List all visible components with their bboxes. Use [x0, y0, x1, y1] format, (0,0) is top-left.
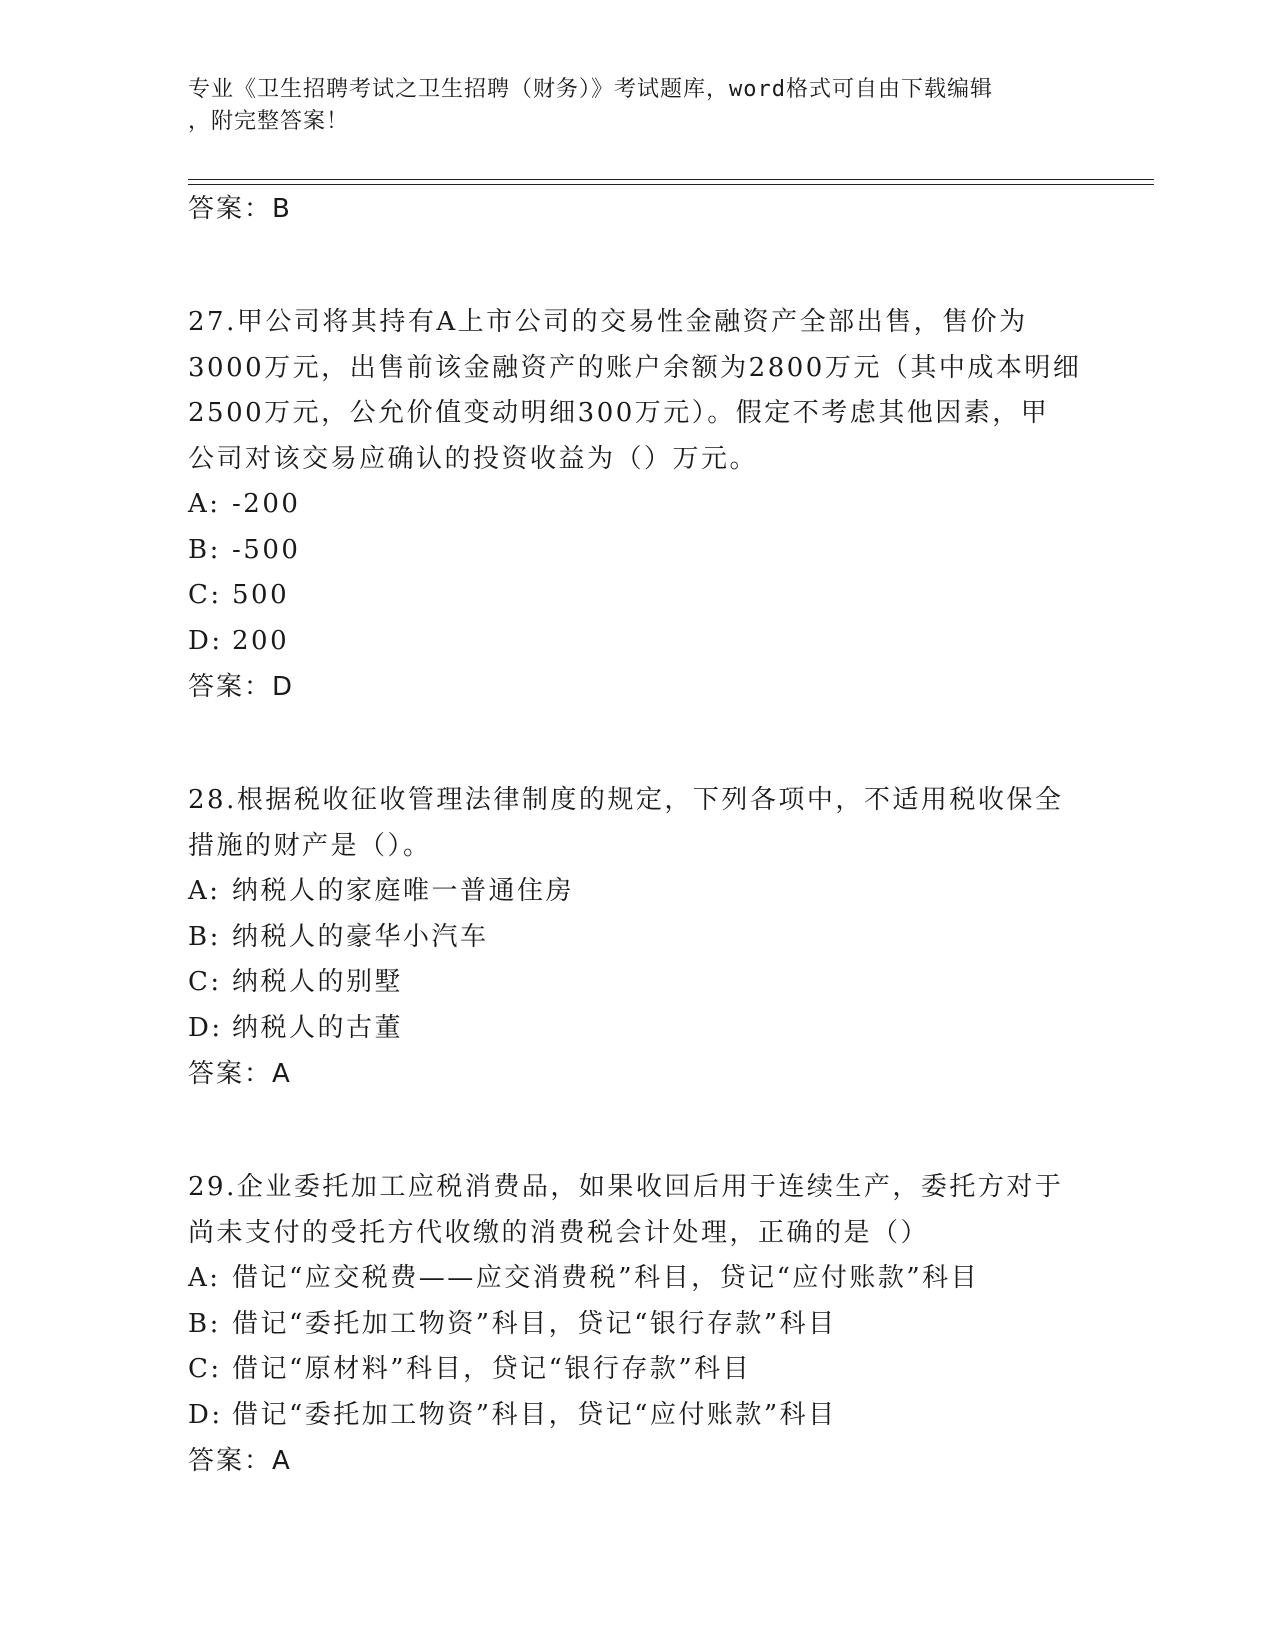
option-text: -200 — [232, 489, 301, 519]
question-line: 27.甲公司将其持有A上市公司的交易性金融资产全部出售，售价为 — [188, 307, 1028, 337]
option-text: 借记“应交税费——应交消费税”科目，贷记“应付账款”科目 — [232, 1263, 980, 1293]
page-header — [188, 74, 1068, 138]
option-b — [188, 915, 1088, 961]
option-c — [188, 1347, 1088, 1393]
option-key: C: — [188, 580, 222, 610]
header-divider-bottom — [188, 184, 1154, 185]
option-key: A: — [188, 489, 221, 519]
header-line-2: ，附完整答案！ — [188, 109, 350, 134]
option-d — [188, 619, 1088, 665]
header-divider-top — [188, 179, 1154, 180]
option-d — [188, 1006, 1088, 1052]
option-key: D: — [188, 1399, 223, 1430]
answer-28: 答案：A — [188, 1059, 292, 1089]
option-text: 纳税人的家庭唯一普通住房 — [232, 876, 575, 906]
option-c — [188, 573, 1088, 619]
option-text: 200 — [232, 625, 290, 656]
question-line: 公司对该交易应确认的投资收益为（）万元。 — [188, 443, 759, 474]
option-text: 500 — [232, 580, 290, 610]
header-line-1: 专业《卫生招聘考试之卫生招聘（财务）》考试题库，word格式可自由下载编辑 — [188, 77, 993, 102]
option-text: 纳税人的古董 — [232, 1012, 404, 1043]
question-29 — [188, 1165, 1088, 1484]
option-b — [188, 528, 1088, 574]
option-a — [188, 869, 1088, 915]
option-text: 借记“委托加工物资”科目，贷记“应付账款”科目 — [232, 1399, 837, 1430]
question-line: 28.根据税收征收管理法律制度的规定，下列各项中，不适用税收保全 — [188, 785, 1064, 815]
option-c — [188, 960, 1088, 1006]
question-27 — [188, 300, 1088, 710]
option-key: B: — [188, 921, 221, 952]
question-28 — [188, 778, 1088, 1097]
option-a — [188, 1256, 1088, 1302]
option-text: -500 — [232, 534, 301, 565]
option-b — [188, 1302, 1088, 1348]
option-a — [188, 482, 1088, 528]
option-text: 借记“委托加工物资”科目，贷记“银行存款”科目 — [232, 1308, 837, 1339]
option-d — [188, 1393, 1088, 1439]
option-text: 纳税人的别墅 — [232, 967, 404, 997]
question-text — [188, 300, 1088, 482]
option-key: B: — [188, 534, 221, 565]
question-text — [188, 778, 1088, 869]
answer-29: 答案：A — [188, 1446, 292, 1476]
option-key: A: — [188, 876, 221, 906]
option-key: D: — [188, 1012, 223, 1043]
option-key: B: — [188, 1308, 221, 1339]
question-line: 尚未支付的受托方代收缴的消费税会计处理，正确的是（） — [188, 1217, 930, 1248]
previous-answer: 答案：B — [188, 194, 292, 224]
question-line: 3000万元，出售前该金融资产的账户余额为2800万元（其中成本明细 — [188, 352, 1082, 383]
question-line: 措施的财产是（）。 — [188, 830, 432, 861]
document-body — [188, 186, 1088, 1484]
question-text — [188, 1165, 1088, 1256]
option-key: D: — [188, 625, 223, 656]
option-text: 借记“原材料”科目，贷记“银行存款”科目 — [232, 1354, 752, 1384]
option-key: C: — [188, 967, 222, 997]
option-key: C: — [188, 1354, 222, 1384]
option-text: 纳税人的豪华小汽车 — [232, 921, 489, 952]
answer-27: 答案：D — [188, 672, 295, 702]
question-line: 2500万元，公允价值变动明细300万元）。假定不考虑其他因素，甲 — [188, 398, 1050, 428]
option-key: A: — [188, 1263, 221, 1293]
question-line: 29.企业委托加工应税消费品，如果收回后用于连续生产，委托方对于 — [188, 1172, 1064, 1202]
